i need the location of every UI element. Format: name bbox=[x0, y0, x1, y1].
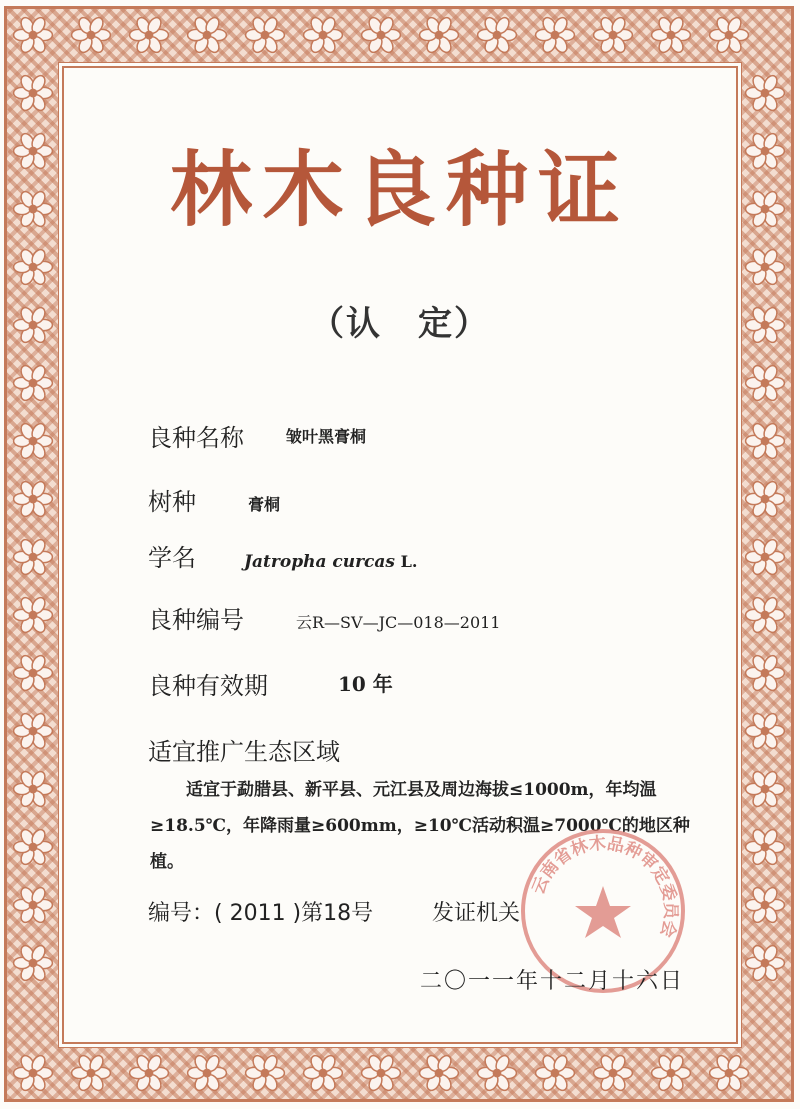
flower-motif bbox=[746, 943, 785, 982]
flower-motif bbox=[710, 15, 749, 54]
certificate-subtitle: （认 定） bbox=[310, 304, 490, 344]
flower-motif bbox=[14, 479, 53, 518]
field-validity-period bbox=[148, 666, 393, 701]
field-variety-number bbox=[148, 600, 501, 635]
flower-motif bbox=[746, 131, 785, 170]
scientific-name-italic: Jatropha curcas bbox=[244, 552, 395, 572]
flower-motif bbox=[746, 73, 785, 112]
flower-motif bbox=[72, 1053, 111, 1092]
flower-motif bbox=[14, 537, 53, 576]
flower-motif bbox=[14, 711, 53, 750]
field-variety-name bbox=[148, 418, 367, 453]
field-value: 10 年 bbox=[338, 672, 393, 696]
field-label: 适宜推广生态区域 bbox=[148, 738, 340, 766]
issue-date: 二〇一一年十二月十六日 bbox=[420, 969, 685, 994]
flower-motif bbox=[304, 1053, 343, 1092]
flower-motif bbox=[746, 537, 785, 576]
flower-motif bbox=[14, 73, 53, 112]
flower-motif bbox=[14, 131, 53, 170]
flower-motif bbox=[14, 885, 53, 924]
scientific-name-author: L. bbox=[395, 552, 418, 571]
flower-motif bbox=[536, 1053, 575, 1092]
field-value: 皱叶黑膏桐 bbox=[286, 427, 367, 446]
field-value: 膏桐 bbox=[248, 495, 281, 514]
flower-motif bbox=[130, 1053, 169, 1092]
flower-motif bbox=[746, 827, 785, 866]
flower-motif bbox=[14, 247, 53, 286]
flower-motif bbox=[746, 247, 785, 286]
flower-motif bbox=[130, 15, 169, 54]
flower-motif bbox=[14, 769, 53, 808]
region-description: 适宜于勐腊县、新平县、元江县及周边海拔≤1000m，年均温≥18.5℃，年降雨量≥600mm，≥10℃活动积温≥7000℃的地区种植。 bbox=[150, 780, 690, 872]
field-label: 学名 bbox=[148, 544, 196, 572]
flower-motif bbox=[746, 885, 785, 924]
flower-motif bbox=[72, 15, 111, 54]
seal-text: 云南省林木品种审定委员会 bbox=[528, 833, 681, 940]
flower-motif bbox=[14, 595, 53, 634]
field-label: 良种编号 bbox=[148, 606, 244, 634]
flower-motif bbox=[304, 15, 343, 54]
flower-motif bbox=[362, 15, 401, 54]
flower-motif bbox=[14, 653, 53, 692]
flower-motif bbox=[536, 15, 575, 54]
flower-motif bbox=[594, 1053, 633, 1092]
certificate-title: 林木良种证 bbox=[169, 143, 630, 238]
flower-motif bbox=[14, 15, 53, 54]
flower-motif bbox=[14, 827, 53, 866]
flower-motif bbox=[746, 711, 785, 750]
flower-motif bbox=[710, 1053, 749, 1092]
flower-motif bbox=[746, 479, 785, 518]
flower-motif bbox=[746, 421, 785, 460]
flower-motif bbox=[746, 363, 785, 402]
flower-motif bbox=[652, 15, 691, 54]
field-label: 良种有效期 bbox=[148, 672, 268, 700]
flower-motif bbox=[746, 189, 785, 228]
flower-motif bbox=[14, 305, 53, 344]
flower-motif bbox=[746, 769, 785, 808]
field-label: 树种 bbox=[148, 488, 196, 516]
flower-motif bbox=[14, 421, 53, 460]
field-tree-species bbox=[148, 482, 281, 517]
issuer-label: 发证机关 bbox=[432, 901, 521, 926]
certificate-number: 编号：( 2011 )第18号 bbox=[148, 901, 374, 926]
flower-motif bbox=[246, 15, 285, 54]
field-region-label bbox=[148, 732, 340, 767]
flower-motif bbox=[478, 15, 517, 54]
flower-motif bbox=[746, 305, 785, 344]
field-label: 良种名称 bbox=[148, 424, 244, 452]
flower-motif bbox=[246, 1053, 285, 1092]
field-value: 云R—SV—JC—018—2011 bbox=[296, 613, 501, 632]
flower-motif bbox=[594, 15, 633, 54]
flower-motif bbox=[14, 189, 53, 228]
flower-motif bbox=[746, 595, 785, 634]
flower-motif bbox=[14, 1053, 53, 1092]
flower-motif bbox=[188, 1053, 227, 1092]
flower-motif bbox=[14, 363, 53, 402]
flower-motif bbox=[420, 15, 459, 54]
flower-motif bbox=[420, 1053, 459, 1092]
flower-motif bbox=[188, 15, 227, 54]
flower-motif bbox=[478, 1053, 517, 1092]
flower-motif bbox=[652, 1053, 691, 1092]
field-value bbox=[244, 552, 417, 572]
flower-motif bbox=[14, 943, 53, 982]
field-scientific-name bbox=[148, 538, 418, 573]
flower-motif bbox=[746, 653, 785, 692]
flower-motif bbox=[362, 1053, 401, 1092]
